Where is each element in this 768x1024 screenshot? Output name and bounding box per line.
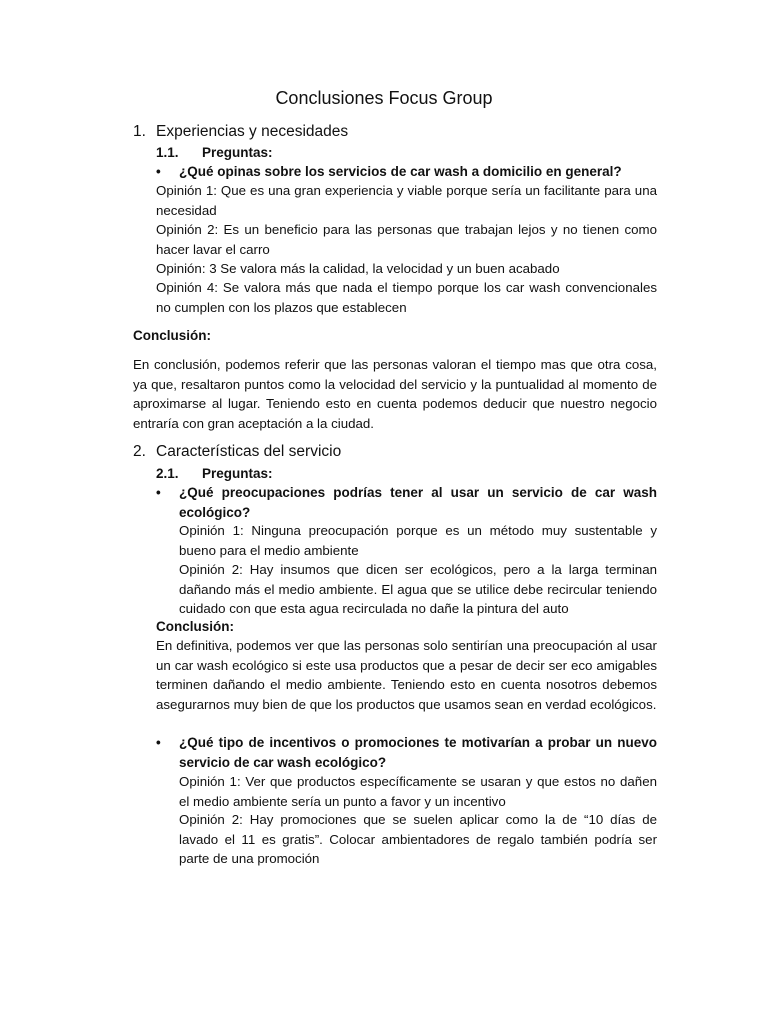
- question-item: [156, 483, 657, 522]
- opinion-paragraph: Opinión 4: Se valora más que nada el tiempo porque los car wash convencionales no cumplen con los plazos que establecen: [156, 280, 657, 315]
- bullet: •: [156, 485, 161, 500]
- conclusion-paragraph: En definitiva, podemos ver que las personas solo sentirían una preocupación al usar un car wash ecológico si este usa productos que a pesar de decir ser eco amigables terminen dañando el medio ambiente. Teniendo esto en cuenta nosotros debemos asegurarnos muy bien de que los productos que usamos sean en verdad ecológicos.: [156, 638, 657, 712]
- subsection-2-1-heading: [156, 464, 657, 483]
- subsection-2-1-number: 2.1.: [156, 466, 179, 481]
- conclusion-label: Conclusión:: [133, 328, 211, 343]
- question-item: [156, 162, 657, 182]
- opinion-paragraph: Opinión 1: Ver que productos específicamente se usaran y que estos no dañen el medio ambiente sería un punto a favor y un incentivo: [179, 774, 657, 809]
- bullet: •: [156, 735, 161, 750]
- opinion-paragraph: Opinión 1: Ninguna preocupación porque es un método muy sustentable y bueno para el medio ambiente: [179, 523, 657, 558]
- question-text: ¿Qué preocupaciones podrías tener al usar un servicio de car wash ecológico?: [179, 485, 657, 520]
- question-item: [156, 733, 657, 772]
- opinion-paragraph: Opinión 2: Es un beneficio para las personas que trabajan lejos y no tienen como hacer lavar el carro: [156, 222, 657, 257]
- subsection-2-1-title: Preguntas:: [202, 466, 273, 481]
- question-text: ¿Qué tipo de incentivos o promociones te motivarían a probar un nuevo servicio de car wash ecológico?: [179, 735, 657, 770]
- subsection-1-1-title: Preguntas:: [202, 145, 273, 160]
- conclusion-label: Conclusión:: [156, 619, 234, 634]
- bullet: •: [156, 164, 161, 179]
- section-2-heading: [133, 441, 657, 463]
- subsection-1-1-number: 1.1.: [156, 145, 179, 160]
- document-title: Conclusiones Focus Group: [275, 88, 493, 108]
- opinion-paragraph: Opinión: 3 Se valora más la calidad, la velocidad y un buen acabado: [156, 261, 560, 276]
- question-text: ¿Qué opinas sobre los servicios de car wash a domicilio en general?: [179, 164, 622, 179]
- opinion-paragraph: Opinión 2: Hay promociones que se suelen aplicar como la de “10 días de lavado el 11 es gratis”. Colocar ambientadores de regalo también podría ser parte de una promoción: [179, 812, 657, 866]
- section-2-title: Características del servicio: [156, 443, 342, 460]
- subsection-1-1-heading: [156, 143, 657, 162]
- section-1-number: 1.: [133, 123, 146, 140]
- section-1-title: Experiencias y necesidades: [156, 123, 349, 140]
- opinion-paragraph: Opinión 2: Hay insumos que dicen ser ecológicos, pero a la larga terminan dañando más el medio ambiente. El agua que se utilice debe recircular teniendo cuidado con que esta agua recirculada no dañe la pintura del auto: [179, 562, 657, 616]
- opinion-paragraph: Opinión 1: Que es una gran experiencia y viable porque sería un facilitante para una necesidad: [156, 183, 657, 218]
- section-2-number: 2.: [133, 443, 146, 460]
- section-1-heading: [133, 121, 657, 143]
- conclusion-paragraph: En conclusión, podemos referir que las personas valoran el tiempo mas que otra cosa, ya que, resaltaron puntos como la velocidad del servicio y la puntualidad al momento de aproximarse al lugar. Teniendo esto en cuenta podemos deducir que nuestro negocio entraría con gran aceptación a la ciudad.: [133, 357, 657, 431]
